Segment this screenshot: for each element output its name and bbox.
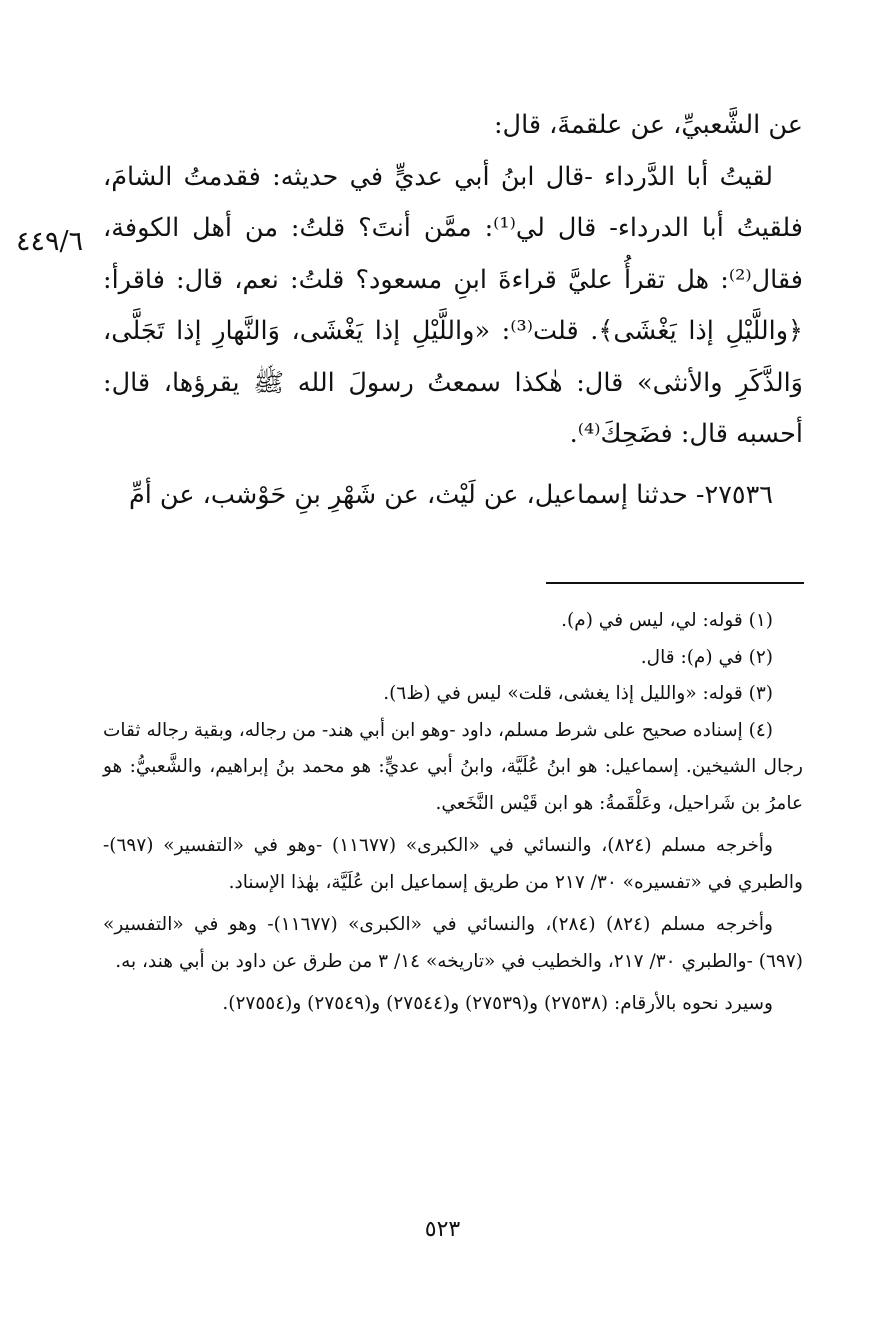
main-text [103, 100, 803, 521]
footnote-1: (١) قوله: لي، ليس في (م). [561, 610, 773, 631]
footnote-paragraph-3: وسيرد نحوه بالأرقام: (٢٧٥٣٨) و(٢٧٥٣٩) و(٢٧٥٤٤) و(٢٧٥٤٩) و(٢٧٥٥٤). [222, 993, 773, 1014]
footnote-separator [546, 582, 804, 584]
footnotes [103, 603, 803, 1023]
margin-reference: ٤٤٩/٦ [16, 226, 84, 257]
hadith-text: لقيتُ أبا الدَّرداء -قال ابنُ أبي عديٍّ في حديثه: فقدمتُ الشامَ، فلقيتُ أبا الدرداء- قال لي⁽¹⁾: ممَّن أنتَ؟ قلتُ: من أهل الكوفة، فقال⁽²⁾: هل تقرأُ عليَّ قراءةَ ابنِ مسعود؟ قلتُ: نعم، قال: فاقرأ: ﴿واللَّيْلِ إذا يَغْشَى﴾. قلت⁽³⁾: «واللَّيْلِ إذا يَغْشَى، وَالنَّهارِ إذا تَجَلَّى، وَالذَّكَرِ والأنثى» قال: هٰكذا سمعتُ رسولَ الله ﷺ يقرؤها، قال: أحسبه قال: فضَحِكَ⁽⁴⁾. [103, 161, 803, 449]
footnote-paragraph-1: وأخرجه مسلم (٨٢٤)، والنسائي في «الكبرى» (١١٦٧٧) -وهو في «التفسير» (٦٩٧)- والطبري في «تفسيره» ٣٠/ ٢١٧ من طريق إسماعيل ابن عُلَيَّة، بهٰذا الإسناد. [103, 835, 803, 893]
footnote-paragraph-2: وأخرجه مسلم (٨٢٤) (٢٨٤)، والنسائي في «الكبرى» (١١٦٧٧)- وهو في «التفسير» (٦٩٧) -والطبري ٣٠/ ٢١٧، والخطيب في «تاريخه» ١٤/ ٣ من طرق عن داود بن أبي هند، به. [103, 914, 803, 972]
page-number: ٥٢٣ [424, 1217, 461, 1242]
next-hadith-line: ٢٧٥٣٦- حدثنا إسماعيل، عن لَيْث، عن شَهْرِ بنِ حَوْشب، عن أمِّ [128, 479, 773, 510]
intro-line: عن الشَّعبيِّ، عن علقمةَ، قال: [493, 110, 803, 140]
footnote-3: (٣) قوله: «والليل إذا يغشى، قلت» ليس في (ظ٦). [383, 683, 773, 704]
footnote-4: (٤) إسناده صحيح على شرط مسلم، داود -وهو ابن أبي هند- من رجاله، وبقية رجاله ثقات رجال الشيخين. إسماعيل: هو ابنُ عُلَيَّة، وابنُ أبي عديٍّ: هو محمد بنُ إبراهيم، والشَّعبيُّ: هو عامرُ بن شَراحيل، وعَلْقَمةُ: هو ابن قَيْس النَّخَعي. [103, 719, 803, 814]
footnote-2: (٢) في (م): قال. [640, 646, 773, 668]
